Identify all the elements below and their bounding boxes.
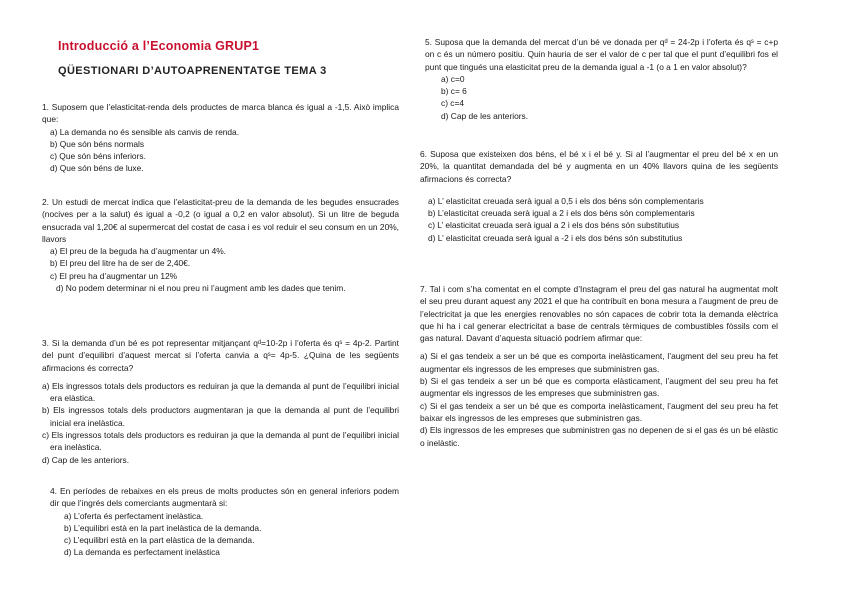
option-c: c) L’ elasticitat creuada serà igual a 2 i els dos béns són substitutius [428, 220, 680, 231]
option-b: b) Que són béns normals [50, 138, 145, 149]
question-stem: 6. Suposa que existeixen dos béns, el bé x i el bé y. Si al l’augmentar el preu del bé x en un 20%, la quantitat demandada del bé y augmenta en un 40% llavors quina de les següents afirmacions és correcta? [420, 149, 778, 184]
option-b: b) Els ingressos totals dels productors augmentaran ja que la demanda al punt de l’equilibri inicial era inelàstica. [42, 405, 399, 428]
question-6 [420, 148, 778, 244]
question-4 [50, 485, 399, 559]
option-b: b) L’elasticitat creuada serà igual a 2 i els dos béns són complementaris [428, 208, 695, 219]
option-a: a) L’oferta és perfectament inelàstica. [64, 510, 204, 521]
option-b: b) El preu del litre ha de ser de 2,40€. [50, 258, 191, 269]
option-a: a) L’ elasticitat creuada serà igual a 0,5 i els dos béns són complementaris [428, 195, 704, 206]
document-title: Introducció a l’Economia GRUP1 [58, 39, 260, 53]
question-stem: 3. Si la demanda d’un bé es pot representar mitjançant qᵈ=10-2p i l’oferta és qˢ = 4p-2. Partint del punt d’equilibri d’aquest mercat si l’oferta canvia a qˢ= 4p-5. ¿Quina de les següents afirmacions és correcta? [42, 338, 399, 373]
option-d: d) L’ elasticitat creuada serà igual a -2 i els dos béns són substitutius [428, 232, 683, 243]
question-7 [420, 283, 778, 449]
option-d: d) Que són béns de luxe. [50, 163, 144, 174]
option-d: d) No podem determinar ni el nou preu ni l’augment amb les dades que tenim. [56, 283, 346, 294]
question-1 [42, 101, 399, 175]
option-c: c) L’equilibri està en la part elàstica de la demanda. [64, 535, 255, 546]
question-2 [42, 196, 399, 294]
option-a: a) c=0 [441, 73, 465, 84]
question-stem: 2. Un estudi de mercat indica que l’elasticitat-preu de la demanda de les begudes ensucrades (nocives per a la salut) és igual a -0,2 (o igual a 0,2 en valor absolut). Si un litre de beguda ensucrada val 1,20€ al supermercat del costat de casa i es vol reduir el seu consum en un 20%, llavors [42, 197, 399, 244]
option-b: b) L’equilibri està en la part inelàstica de la demanda. [64, 522, 262, 533]
option-d: d) La demanda es perfectament inelàstica [64, 547, 220, 558]
option-d: d) Cap de les anteriors. [42, 454, 130, 465]
document-subtitle: QÜESTIONARI D’AUTOAPRENENTATGE TEMA 3 [58, 65, 327, 77]
question-5 [425, 36, 778, 122]
option-a: a) Els ingressos totals dels productors es reduiran ja que la demanda al punt de l’equilibri inicial era elàstica. [42, 380, 399, 404]
option-c: c) Els ingressos totals dels productors es reduiran ja que la demanda al punt de l’equilibri inicial era inelàstica. [42, 430, 399, 453]
option-c: c) c=4 [441, 98, 465, 109]
option-d: d) Els ingressos de les empreses que subministren gas no depenen de si el gas és un bé elàstic o inelàstic. [420, 425, 778, 448]
question-stem: 7. Tal i com s’ha comentat en el compte d’Instagram el preu del gas natural ha augmentat molt el seu preu durant aquest any 2021 el que ha contribuït en bona mesura a l’augment de preu de l’electricitat ja que les energies renovables no són capaces de cobrir tota la demanda elèctrica que hi ha i cal generar electricitat a base de centrals tèrmiques de combustibles fòssils com el gas natural. Davant d’aquesta situació podríem afirmar que: [420, 284, 778, 344]
option-a: a) El preu de la beguda ha d’augmentar un 4%. [50, 246, 226, 257]
question-stem: 5. Suposa que la demanda del mercat d’un bé ve donada per qᵈ = 24-2p i l’oferta és qˢ = c+p on c és un número positiu. Quin hauria de ser el valor de c per tal que el punt d’equilibri fos el punt que tingués una elasticitat preu de la demanda igual a -1 (o a 1 en valor absolut)? [425, 37, 778, 72]
option-b: b) Si el gas tendeix a ser un bé que es comporta elàsticament, l’augment del seu preu ha fet augmentar els ingressos de les empreses que subministren gas. [420, 376, 778, 399]
question-stem: 4. En períodes de rebaixes en els preus de molts productes són en general inferiors podem dir que l’ingrés dels comerciants augmentarà si: [50, 486, 399, 509]
option-d: d) Cap de les anteriors. [441, 110, 529, 121]
question-stem: 1. Suposem que l’elasticitat-renda dels productes de marca blanca és igual a -1,5. Això implica que: [42, 102, 399, 125]
option-a: a) La demanda no és sensible als canvis de renda. [50, 126, 240, 137]
option-a: a) Si el gas tendeix a ser un bé que es comporta inelàsticament, l’augment del seu preu ha fet augmentar els ingressos de les empreses que subministren gas. [420, 351, 778, 374]
question-3 [42, 337, 399, 466]
option-c: c) Que són béns inferiors. [50, 151, 146, 162]
option-b: b) c= 6 [441, 86, 467, 97]
option-c: c) Si el gas tendeix a ser un bé que es comporta inelàsticament, l’augment del seu preu ha fet baixar els ingressos de les empreses que subministren gas. [420, 400, 778, 423]
option-c: c) El preu ha d’augmentar un 12% [50, 270, 178, 281]
